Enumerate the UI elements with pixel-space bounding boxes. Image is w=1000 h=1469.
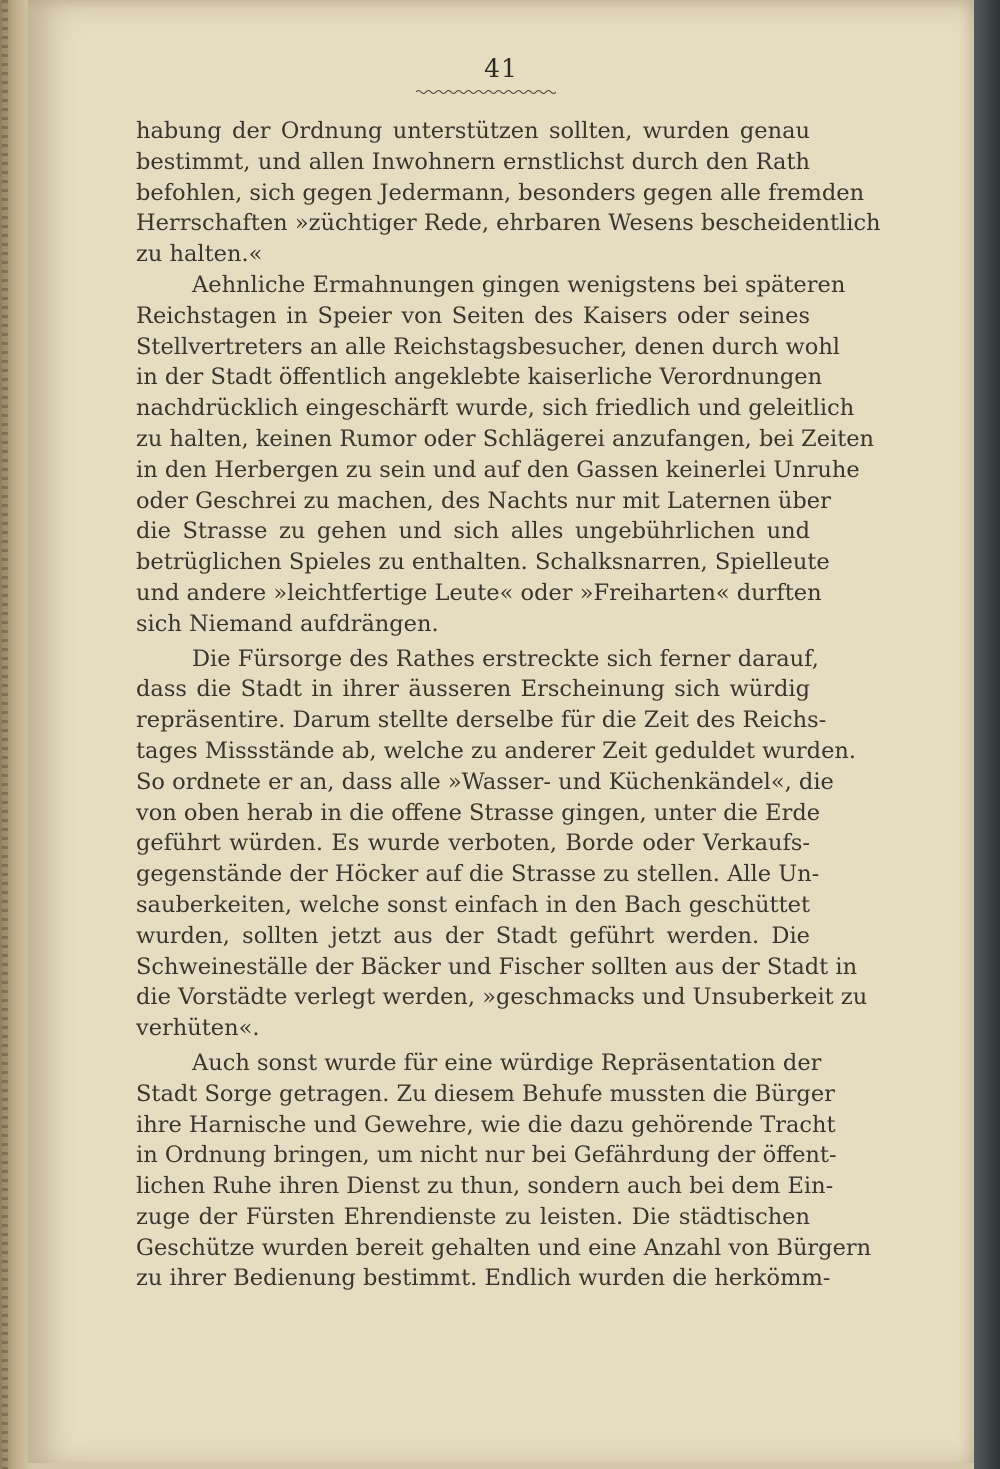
text-line: habung der Ordnung unterstützen sollten, wurden genau bbox=[136, 118, 810, 144]
text-line: in Ordnung bringen, um nicht nur bei Gefährdung der öffent- bbox=[136, 1142, 837, 1169]
text-line: zu ihrer Bedienung bestimmt. Endlich wurden die herkömm- bbox=[136, 1265, 831, 1292]
binding-edge bbox=[2, 0, 8, 1469]
paragraph bbox=[136, 644, 868, 1044]
text-line: repräsentire. Darum stellte derselbe für die Zeit des Reichs- bbox=[136, 707, 827, 734]
text-line: betrüglichen Spieles zu enthalten. Schalksnarren, Spielleute bbox=[136, 549, 830, 576]
text-line: zu halten.« bbox=[136, 241, 263, 268]
text-line: zu halten, keinen Rumor oder Schlägerei anzufangen, bei Zeiten bbox=[136, 425, 875, 452]
text-line: Reichstagen in Speier von Seiten des Kaisers oder seines bbox=[136, 302, 810, 329]
text-line: oder Geschrei zu machen, des Nachts nur mit Laternen über bbox=[136, 487, 831, 514]
text-line: Herrschaften »züchtiger Rede, ehrbaren Wesens bescheidentlich bbox=[136, 210, 881, 237]
text-line: bestimmt, und allen Inwohnern ernstlichst durch den Rath bbox=[136, 148, 810, 175]
text-line: Schweineställe der Bäcker und Fischer sollten aus der Stadt in bbox=[136, 953, 858, 980]
body-text bbox=[136, 116, 881, 1294]
page-number: 41 bbox=[484, 54, 518, 83]
text-line: nachdrücklich eingeschärft wurde, sich friedlich und geleitlich bbox=[136, 395, 855, 422]
text-line: die Strasse zu gehen und sich alles ungebührlichen und bbox=[136, 518, 810, 545]
text-line: die Vorstädte verlegt werden, »geschmacks und Unsuberkeit zu bbox=[136, 984, 868, 1011]
wavy-rule-ornament bbox=[416, 88, 556, 96]
text-line: lichen Ruhe ihren Dienst zu thun, sondern auch bei dem Ein- bbox=[136, 1173, 834, 1200]
text-line: wurden, sollten jetzt aus der Stadt geführt werden. Die bbox=[136, 922, 810, 949]
page-bottom-edge bbox=[28, 1463, 974, 1469]
text-line: tages Missstände ab, welche zu anderer Zeit geduldet wurden. bbox=[136, 737, 857, 764]
text-line: ihre Harnische und Gewehre, wie die dazu gehörende Tracht bbox=[136, 1111, 836, 1138]
text-line: zuge der Fürsten Ehrendienste zu leisten. Die städtischen bbox=[136, 1203, 810, 1230]
text-line: verhüten«. bbox=[136, 1015, 260, 1042]
text-line: So ordnete er an, dass alle »Wasser- und Küchenkändel«, die bbox=[136, 768, 834, 795]
text-line: und andere »leichtfertige Leute« oder »Freiharten« durften bbox=[136, 579, 822, 606]
text-line: befohlen, sich gegen Jedermann, besonders gegen alle fremden bbox=[136, 179, 865, 206]
text-line: Auch sonst wurde für eine würdige Repräsentation der bbox=[192, 1049, 822, 1076]
text-line: in der Stadt öffentlich angeklebte kaiserliche Verordnungen bbox=[136, 364, 823, 391]
text-line: geführt würden. Es wurde verboten, Borde oder Verkaufs- bbox=[136, 830, 810, 857]
text-line: Die Fürsorge des Rathes erstreckte sich ferner darauf, bbox=[192, 645, 819, 672]
text-line: Stadt Sorge getragen. Zu diesem Behufe mussten die Bürger bbox=[136, 1080, 835, 1107]
text-line: von oben herab in die offene Strasse gingen, unter die Erde bbox=[136, 799, 821, 826]
text-line: Geschütze wurden bereit gehalten und eine Anzahl von Bürgern bbox=[136, 1234, 872, 1261]
text-line: dass die Stadt in ihrer äusseren Erscheinung sich würdig bbox=[136, 676, 810, 703]
text-line: Stellvertreters an alle Reichstagsbesucher, denen durch wohl bbox=[136, 333, 841, 360]
text-line: in den Herbergen zu sein und auf den Gassen keinerlei Unruhe bbox=[136, 456, 860, 483]
paragraph bbox=[136, 116, 881, 270]
text-line: gegenstände der Höcker auf die Strasse zu stellen. Alle Un- bbox=[136, 861, 820, 888]
scan-background-edge bbox=[974, 0, 1000, 1469]
book-page bbox=[28, 0, 974, 1469]
text-line: Aehnliche Ermahnungen gingen wenigstens bei späteren bbox=[192, 271, 846, 298]
paragraph bbox=[136, 1048, 872, 1294]
paragraph bbox=[136, 270, 875, 640]
text-line: sauberkeiten, welche sonst einfach in den Bach geschüttet bbox=[136, 891, 810, 918]
text-line: sich Niemand aufdrängen. bbox=[136, 610, 439, 637]
